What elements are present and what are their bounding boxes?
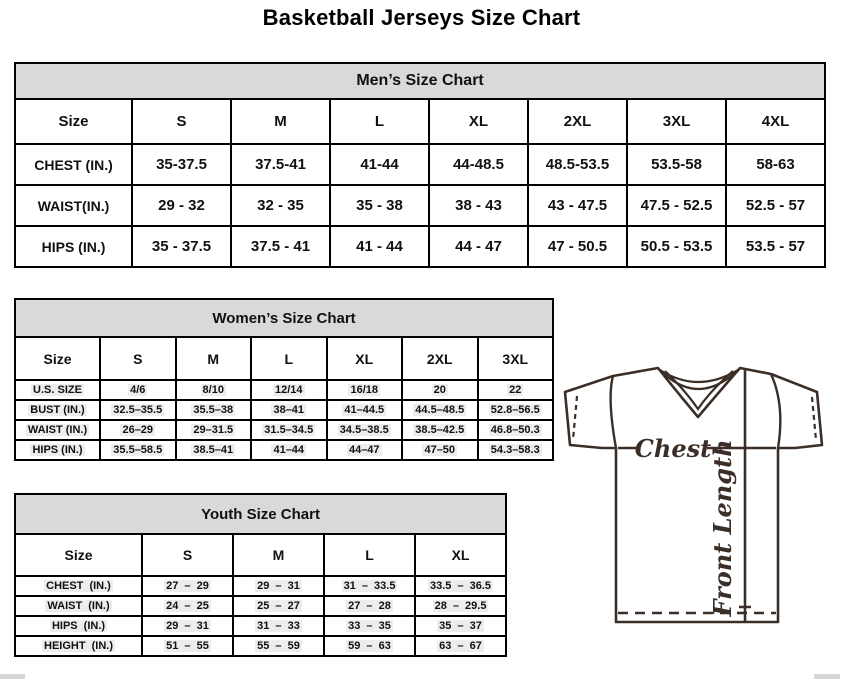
- size-header: Size: [15, 337, 100, 380]
- size-value-cell: [142, 636, 233, 656]
- row-label: [15, 420, 100, 440]
- size-value-cell: 41 - 44: [330, 226, 429, 267]
- row-label: [15, 616, 142, 636]
- size-value-cell: [324, 636, 415, 656]
- size-value-cell: [233, 636, 324, 656]
- size-value-cell-text: 35.5–58.5: [113, 444, 163, 456]
- column-header: M: [176, 337, 252, 380]
- size-value-cell: 44-48.5: [429, 144, 528, 185]
- size-value-cell: [402, 440, 478, 460]
- size-value-cell: [327, 420, 403, 440]
- size-value-cell: [415, 576, 506, 596]
- size-value-cell-text: 54.3–58.3: [490, 444, 540, 456]
- column-header: 4XL: [726, 99, 825, 144]
- row-label-text: HEIGHT (IN.): [44, 640, 113, 652]
- page-title: Basketball Jerseys Size Chart: [262, 5, 581, 30]
- column-header: 2XL: [402, 337, 478, 380]
- size-value-cell: [402, 420, 478, 440]
- size-value-cell: [251, 440, 327, 460]
- row-label: WAIST(IN.): [15, 185, 132, 226]
- size-value-cell: [402, 380, 478, 400]
- size-value-cell-text: 8/10: [202, 384, 224, 396]
- size-value-cell: [324, 616, 415, 636]
- column-header: 3XL: [627, 99, 726, 144]
- size-value-cell: [233, 596, 324, 616]
- size-value-cell-text: 35 – 37: [439, 620, 482, 632]
- size-value-cell-text: 44–47: [348, 444, 380, 456]
- size-value-cell: [142, 596, 233, 616]
- chest-label: Chest: [634, 434, 712, 463]
- size-value-cell: [478, 440, 554, 460]
- size-value-cell-text: 4/6: [130, 384, 146, 396]
- size-value-cell-text: 41–44: [273, 444, 305, 456]
- womens-size-chart-table: [14, 298, 552, 461]
- size-value-cell: [478, 420, 554, 440]
- youth-size-chart-table: [14, 493, 505, 657]
- column-header: S: [100, 337, 176, 380]
- size-value-cell-text: 35.5–38: [193, 404, 234, 416]
- size-value-cell-text: 29–31.5: [193, 424, 234, 436]
- size-header: Size: [15, 99, 132, 144]
- size-value-cell-text: 32.5–35.5: [113, 404, 163, 416]
- column-header: 2XL: [528, 99, 627, 144]
- size-value-cell-text: 25 – 27: [257, 600, 300, 612]
- column-header: XL: [429, 99, 528, 144]
- column-header: L: [330, 99, 429, 144]
- size-value-cell: [142, 576, 233, 596]
- row-label: [15, 636, 142, 656]
- size-value-cell: 53.5 - 57: [726, 226, 825, 267]
- size-value-cell: [251, 420, 327, 440]
- row-label: [15, 400, 100, 420]
- size-value-cell-text: 16/18: [350, 384, 379, 396]
- size-value-cell-text: 24 – 25: [166, 600, 209, 612]
- column-header: S: [132, 99, 231, 144]
- size-value-cell-text: 38.5–42.5: [415, 424, 465, 436]
- size-value-cell-text: 55 – 59: [257, 640, 300, 652]
- size-value-cell-text: 27 – 28: [348, 600, 391, 612]
- size-value-cell-text: 20: [433, 384, 446, 396]
- size-value-cell: [324, 576, 415, 596]
- size-value-cell: [100, 400, 176, 420]
- size-value-cell-text: 33 – 35: [348, 620, 391, 632]
- size-value-cell: [327, 400, 403, 420]
- size-value-cell: 32 - 35: [231, 185, 330, 226]
- size-value-cell: 47 - 50.5: [528, 226, 627, 267]
- size-value-cell: 48.5-53.5: [528, 144, 627, 185]
- row-label: [15, 380, 100, 400]
- size-value-cell: [478, 380, 554, 400]
- size-value-cell: [402, 400, 478, 420]
- table-title: Men’s Size Chart: [15, 63, 825, 99]
- column-header: M: [231, 99, 330, 144]
- size-value-cell-text: 41–44.5: [344, 404, 385, 416]
- size-value-cell: [233, 616, 324, 636]
- size-value-cell: [415, 616, 506, 636]
- ui-fragment-right: [814, 674, 840, 679]
- size-value-cell: [100, 420, 176, 440]
- row-label: HIPS (IN.): [15, 226, 132, 267]
- size-value-cell: 41-44: [330, 144, 429, 185]
- size-value-cell-text: 12/14: [274, 384, 303, 396]
- size-value-cell-text: 51 – 55: [166, 640, 209, 652]
- column-header: S: [142, 534, 233, 576]
- row-label: CHEST (IN.): [15, 144, 132, 185]
- size-value-cell-text: 44.5–48.5: [415, 404, 465, 416]
- size-value-cell: 47.5 - 52.5: [627, 185, 726, 226]
- size-value-cell: 35 - 37.5: [132, 226, 231, 267]
- jersey-diagram-svg: [555, 360, 843, 679]
- size-value-cell-text: 59 – 63: [348, 640, 391, 652]
- size-value-cell-text: 22: [509, 384, 522, 396]
- row-label-text: BUST (IN.): [30, 404, 85, 416]
- size-value-cell: [251, 400, 327, 420]
- size-value-cell: 29 - 32: [132, 185, 231, 226]
- size-value-cell: 37.5-41: [231, 144, 330, 185]
- size-value-cell: [415, 636, 506, 656]
- size-value-cell: 50.5 - 53.5: [627, 226, 726, 267]
- size-value-cell-text: 29 – 31: [166, 620, 209, 632]
- size-value-cell-text: 27 – 29: [166, 580, 209, 592]
- size-value-cell: 58-63: [726, 144, 825, 185]
- row-label-text: HIPS (IN.): [51, 620, 106, 632]
- size-value-cell-text: 52.8–56.5: [490, 404, 540, 416]
- size-value-cell: [327, 380, 403, 400]
- front-length-label: Front Length: [708, 439, 737, 617]
- row-label: [15, 596, 142, 616]
- size-value-cell: 53.5-58: [627, 144, 726, 185]
- size-value-cell-text: 31 – 33: [257, 620, 300, 632]
- ui-fragment-left: [0, 674, 25, 679]
- size-value-cell-text: 46.8–50.3: [490, 424, 540, 436]
- row-label: [15, 440, 100, 460]
- size-value-cell: [100, 440, 176, 460]
- column-header: XL: [327, 337, 403, 380]
- size-value-cell-text: 31 – 33.5: [343, 580, 396, 592]
- size-value-cell: 44 - 47: [429, 226, 528, 267]
- size-value-cell: [142, 616, 233, 636]
- size-value-cell-text: 29 – 31: [257, 580, 300, 592]
- size-header: Size: [15, 534, 142, 576]
- size-value-cell-text: 47–50: [424, 444, 456, 456]
- size-value-cell: [233, 576, 324, 596]
- size-value-cell: [176, 400, 252, 420]
- size-value-cell: [415, 596, 506, 616]
- size-value-cell: 35-37.5: [132, 144, 231, 185]
- size-value-cell-text: 26–29: [122, 424, 154, 436]
- size-value-cell: [176, 380, 252, 400]
- size-value-cell: 43 - 47.5: [528, 185, 627, 226]
- size-value-cell: [176, 440, 252, 460]
- table-title: Women’s Size Chart: [15, 299, 553, 337]
- column-header: 3XL: [478, 337, 554, 380]
- size-value-cell-text: 28 – 29.5: [434, 600, 487, 612]
- column-header: L: [251, 337, 327, 380]
- size-value-cell: [100, 380, 176, 400]
- size-value-cell: [478, 400, 554, 420]
- size-value-cell-text: 38–41: [273, 404, 305, 416]
- size-value-cell: [251, 380, 327, 400]
- size-value-cell-text: 38.5–41: [193, 444, 234, 456]
- size-value-cell: 52.5 - 57: [726, 185, 825, 226]
- row-label-text: HIPS (IN.): [32, 444, 83, 456]
- row-label: [15, 576, 142, 596]
- size-value-cell-text: 33.5 – 36.5: [429, 580, 492, 592]
- row-label-text: WAIST (IN.): [47, 600, 110, 612]
- column-header: XL: [415, 534, 506, 576]
- column-header: L: [324, 534, 415, 576]
- size-value-cell: [327, 440, 403, 460]
- mens-size-chart-table: [14, 62, 824, 268]
- size-value-cell: [176, 420, 252, 440]
- row-label-text: U.S. SIZE: [33, 384, 82, 396]
- size-value-cell: 38 - 43: [429, 185, 528, 226]
- size-value-cell: 37.5 - 41: [231, 226, 330, 267]
- size-value-cell: [324, 596, 415, 616]
- table-title: Youth Size Chart: [15, 494, 506, 534]
- size-value-cell-text: 63 – 67: [439, 640, 482, 652]
- jersey-measurement-diagram: [555, 360, 843, 679]
- size-value-cell: 35 - 38: [330, 185, 429, 226]
- column-header: M: [233, 534, 324, 576]
- row-label-text: CHEST (IN.): [46, 580, 111, 592]
- size-value-cell-text: 34.5–38.5: [339, 424, 389, 436]
- jersey-outline: [565, 368, 822, 622]
- row-label-text: WAIST (IN.): [27, 424, 88, 436]
- size-value-cell-text: 31.5–34.5: [264, 424, 314, 436]
